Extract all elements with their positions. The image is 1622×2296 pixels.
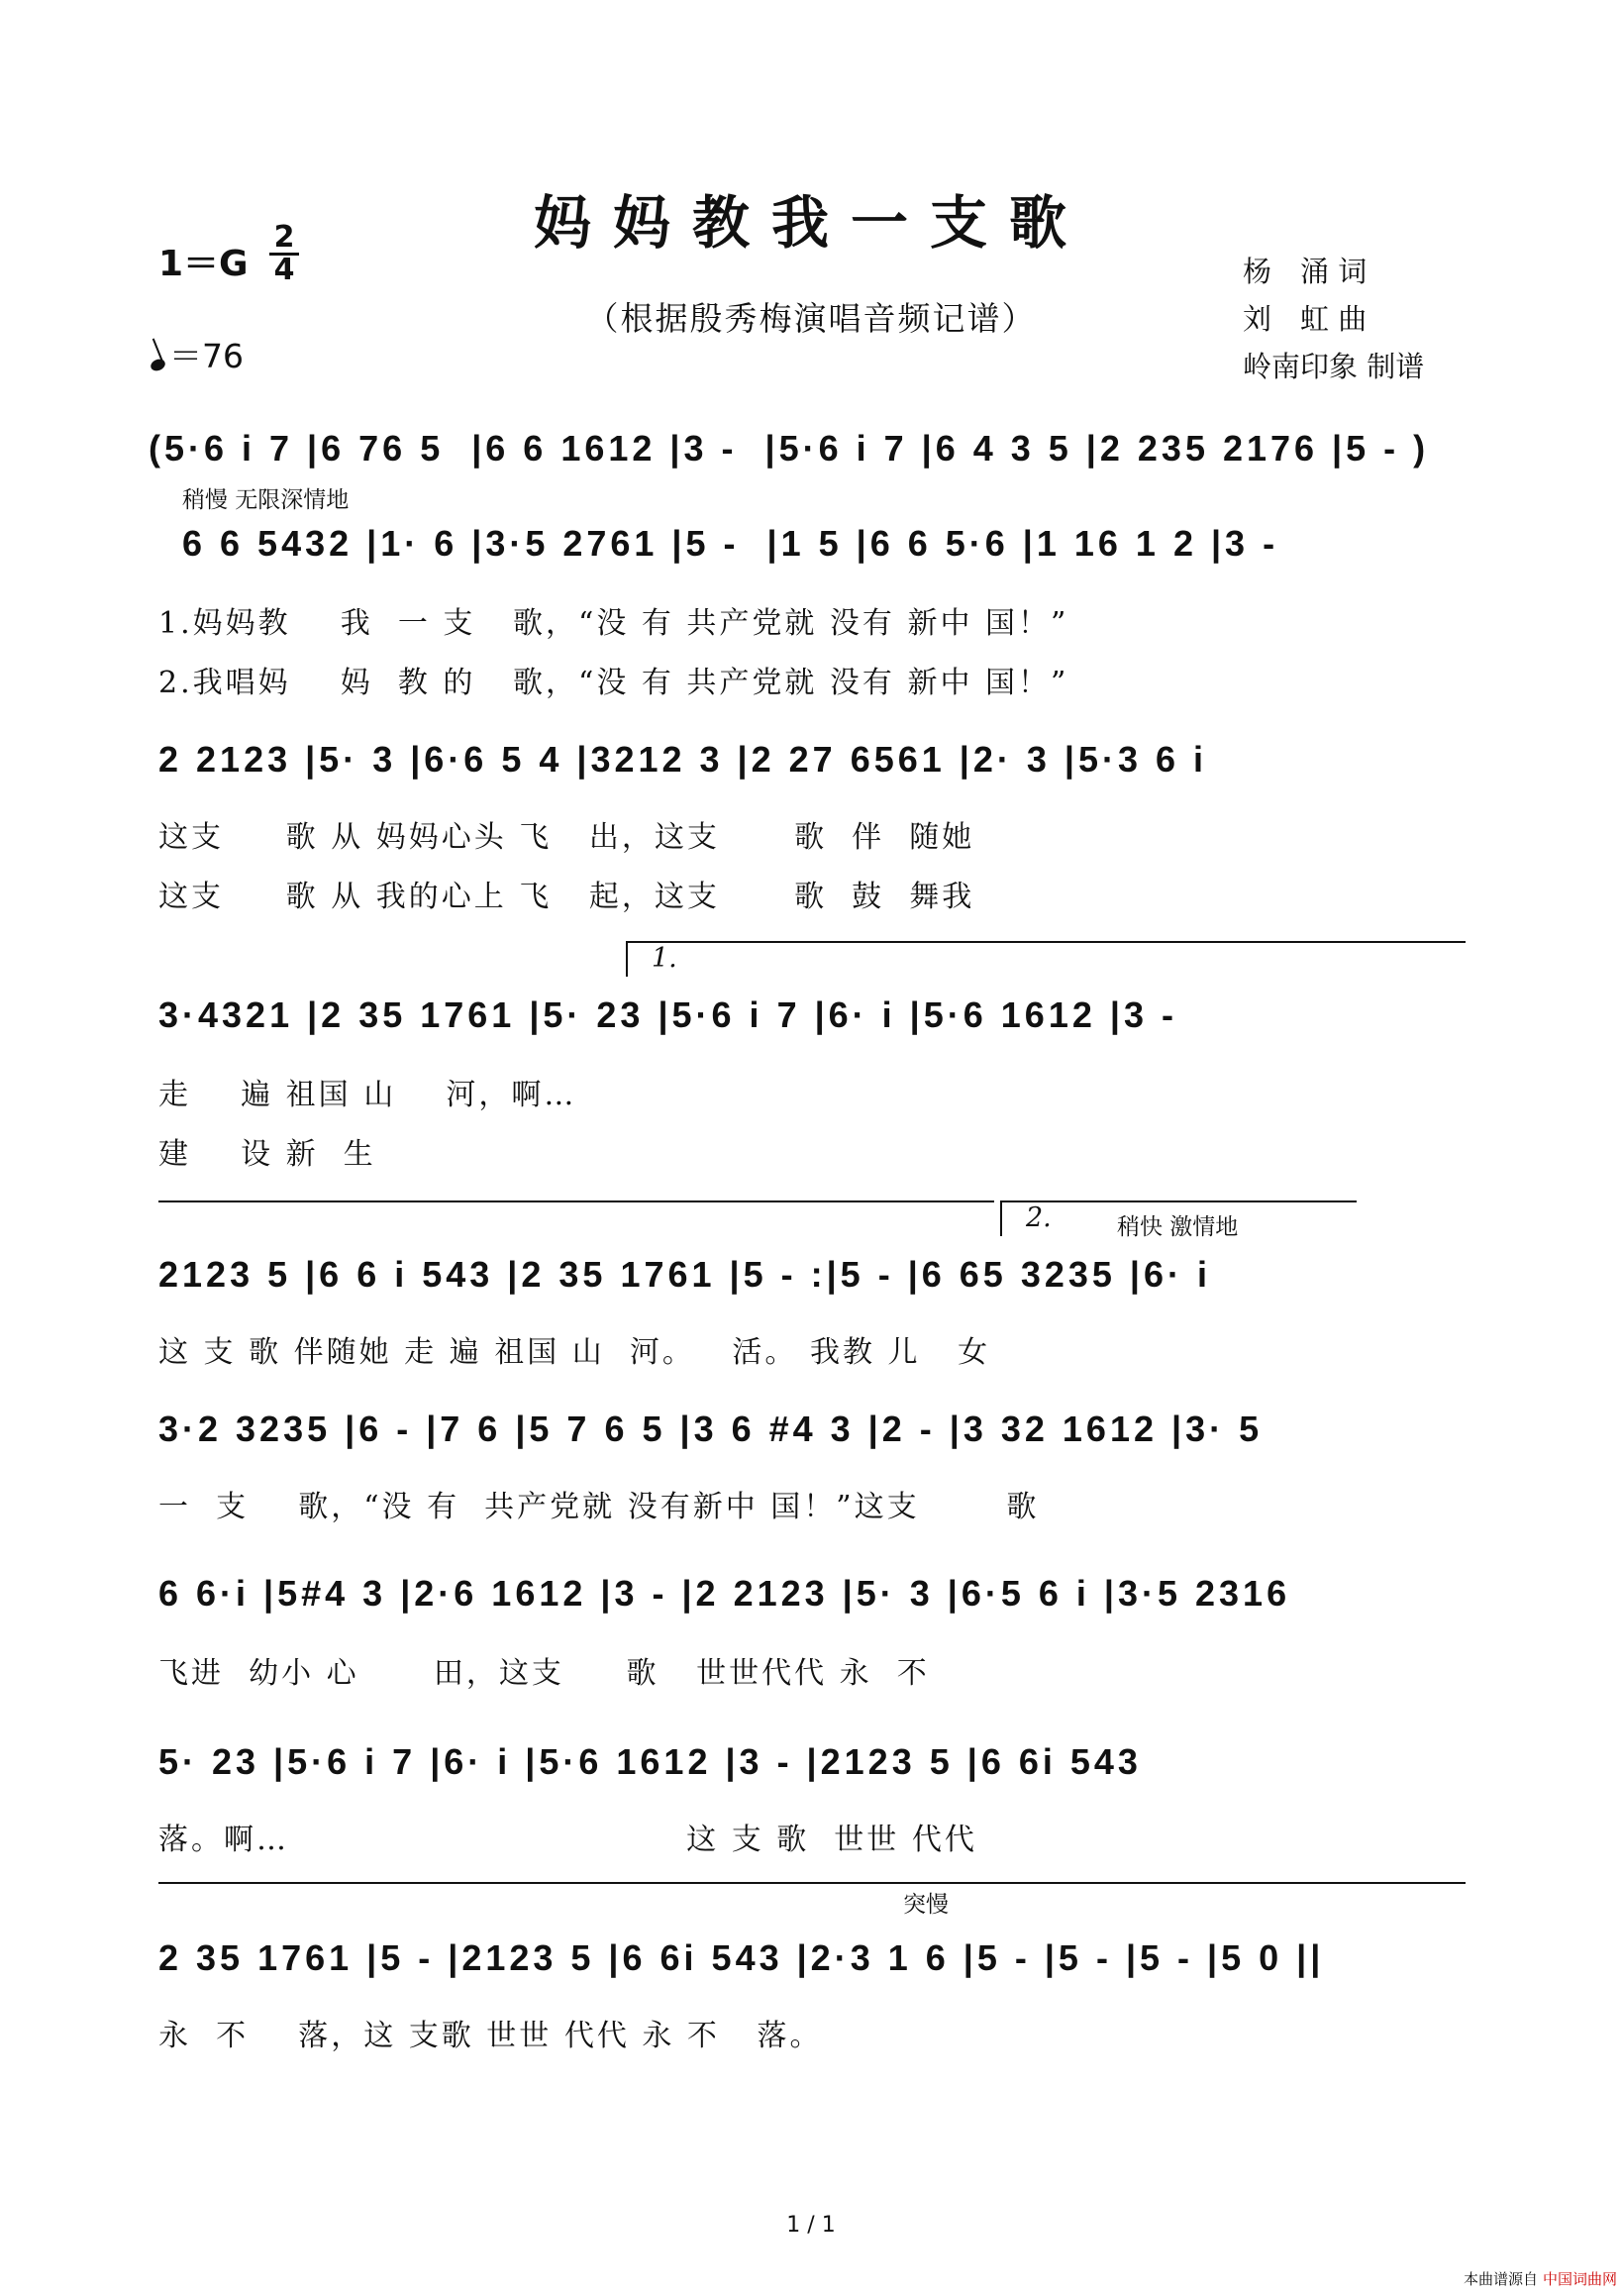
lyrics-verse-1: 这 支 歌 伴随她 走 遍 祖国 山 河。 活。 我教 儿 女 — [158, 1335, 991, 1370]
ritard-marking: 突慢 — [903, 1892, 949, 1918]
second-ending-label: 2. — [1026, 1202, 1052, 1233]
footer-site-link[interactable]: 中国词曲网 — [1543, 2270, 1618, 2288]
page-number: 1 / 1 — [786, 2213, 836, 2238]
footer-source: 本曲谱源自 — [1464, 2270, 1539, 2288]
first-ending-bracket — [626, 941, 1466, 977]
lyrics-verse-1: 一 支 歌，“没 有 共产党就 没有新中 国！”这支 歌 — [158, 1490, 1040, 1524]
lyricist-credit: 杨 涌 词 — [1243, 255, 1368, 288]
song-subtitle: （根据殷秀梅演唱音频记谱） — [585, 299, 1037, 338]
quarter-note-icon — [149, 358, 166, 373]
lyrics-verse-2: 这支 歌 从 我的心上 飞 起，这支 歌 鼓 舞我 — [158, 880, 975, 914]
first-ending-label: 1. — [652, 943, 677, 974]
notation-line: 3·2 3235 |6 - |7 6 |5 7 6 5 |3 6 #4 3 |2 - |3 32 1612 |3· 5 — [158, 1409, 1264, 1449]
lyrics-verse-2: 2.我唱妈 妈 教 的 歌，“没 有 共产党就 没有 新中 国！” — [158, 666, 1069, 700]
tempo-marking — [151, 331, 244, 377]
tempo-value: ＝76 — [169, 337, 244, 375]
lyrics-verse-2: 建 设 新 生 — [158, 1137, 376, 1172]
key-signature: 1＝G — [158, 244, 249, 284]
notation-line: 5· 23 |5·6 i 7 |6· i |5·6 1612 |3 - |2123 5 |6 6i 543 — [158, 1741, 1142, 1782]
song-title: 妈妈教我一支歌 — [533, 189, 1088, 257]
time-signature-bottom: 4 — [273, 253, 295, 287]
notation-line: 6 6 5432 |1· 6 |3·5 2761 |5 - |1 5 |6 6 5·6 |1 16 1 2 |3 - — [182, 523, 1279, 564]
arranger-credit: 岭南印象 制谱 — [1243, 350, 1425, 383]
composer-credit: 刘 虹 曲 — [1243, 302, 1368, 336]
expression-marking: 稍快 激情地 — [1117, 1214, 1239, 1240]
expression-marking: 稍慢 无限深情地 — [182, 487, 350, 513]
notation-line: (5·6 i 7 |6 76 5 |6 6 1612 |3 - |5·6 i 7 |6 4 3 5 |2 235 2176 |5 - ) — [149, 428, 1430, 469]
coda-bracket-line — [158, 1882, 1466, 1884]
first-ending-continuation-line — [158, 1200, 994, 1202]
time-signature — [269, 220, 299, 287]
notation-line: 3·4321 |2 35 1761 |5· 23 |5·6 i 7 |6· i |5·6 1612 |3 - — [158, 994, 1177, 1035]
time-signature-top: 2 — [273, 220, 295, 255]
lyrics-verse-1: 落。啊… 这 支 歌 世世 代代 — [158, 1823, 977, 1857]
notation-line: 2 35 1761 |5 - |2123 5 |6 6i 543 |2·3 1 6 |5 - |5 - |5 - |5 0 || — [158, 1937, 1325, 1978]
lyrics-verse-1: 这支 歌 从 妈妈心头 飞 出，这支 歌 伴 随她 — [158, 820, 975, 855]
lyrics-verse-1: 永 不 落，这 支歌 世世 代代 永 不 落。 — [158, 2019, 823, 2053]
lyrics-verse-1: 1.妈妈教 我 一 支 歌，“没 有 共产党就 没有 新中 国！” — [158, 606, 1069, 641]
notation-line: 6 6·i |5#4 3 |2·6 1612 |3 - |2 2123 |5· 3 |6·5 6 i |3·5 2316 — [158, 1573, 1291, 1614]
lyrics-verse-1: 走 遍 祖国 山 河，啊… — [158, 1078, 577, 1112]
lyrics-verse-1: 飞进 幼小 心 田，这支 歌 世世代代 永 不 — [158, 1656, 930, 1691]
notation-line: 2123 5 |6 6 i 543 |2 35 1761 |5 - :|5 - |6 65 3235 |6· i — [158, 1254, 1212, 1295]
notation-line: 2 2123 |5· 3 |6·6 5 4 |3212 3 |2 27 6561 |2· 3 |5·3 6 i — [158, 739, 1208, 780]
